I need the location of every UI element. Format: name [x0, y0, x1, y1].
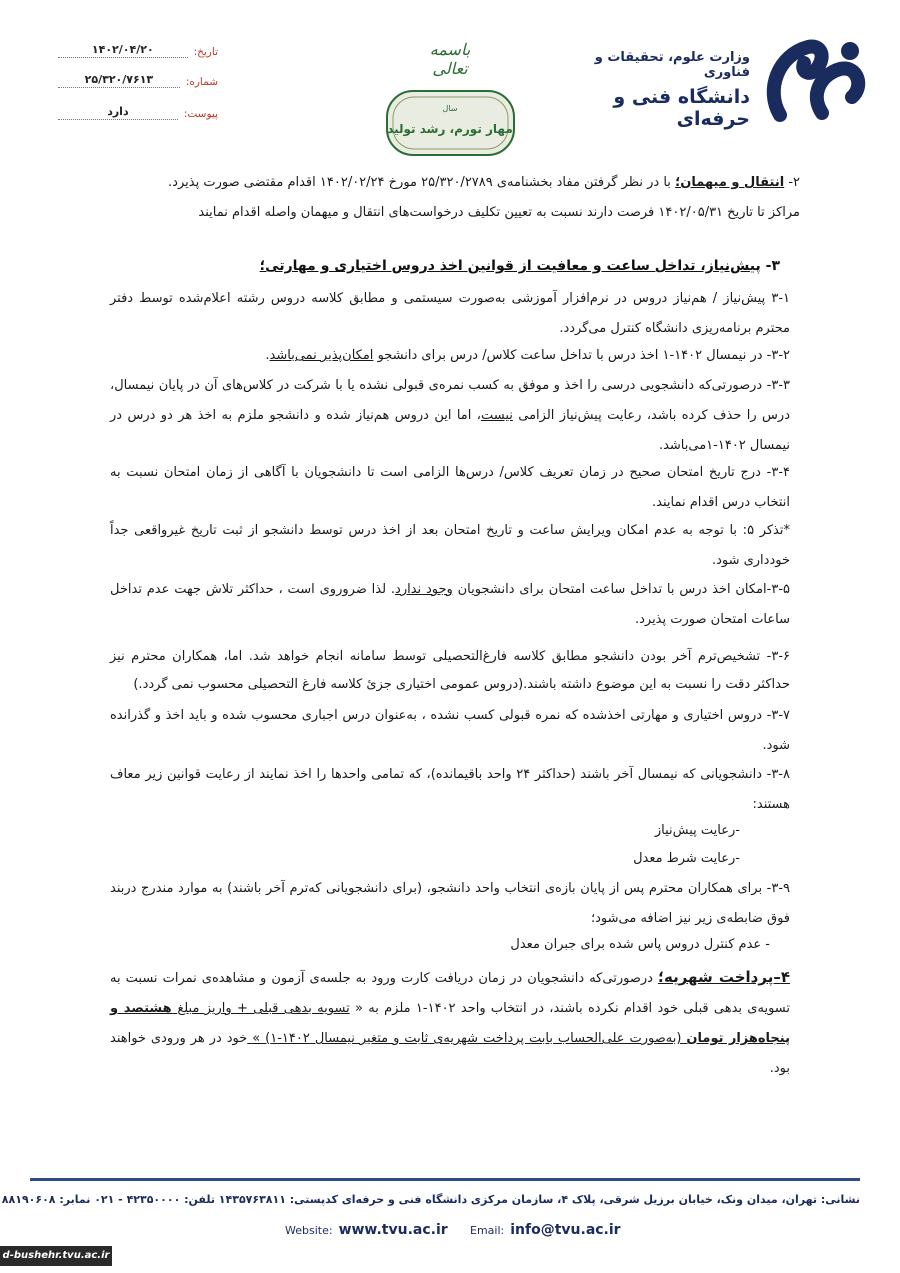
paragraph-3-9: ۳-۹- برای همکاران محترم پس از پایان بازه‌ی انتخاب واحد دانشجو، (برای دانشجویانی که‌ترم آخر باشند) به موارد مندرج دربند فوق ضابطه‌ی زیر نیز اضافه می‌شود؛ [110, 881, 790, 926]
paragraph-text: ، اما این دروس هم‌نیاز شده و دانشجو ملزم به اخذ هر دو درس در نیمسال ۱۴۰۲-۱می‌باشد. [110, 408, 790, 453]
tvu-logo-icon [760, 35, 870, 125]
email-label: Email: [470, 1224, 505, 1237]
paragraph-text: درصورتی‌که دانشجویان در زمان دریافت کارت ورود به جلسه‌ی آزمون و مشاهده‌ی نمرات نسبت به تسویه‌ی بدهی قبلی خود اقدام نکرده باشند، در انتخاب واحد ۱۴۰۲-۱ ملزم به « [110, 971, 790, 1016]
number-value: ۲۵/۳۲۰/۷۶۱۳ [58, 73, 180, 88]
section-number: ۳- [760, 258, 780, 274]
number-label: شماره: [185, 76, 218, 88]
section-heading: انتقال و میهمان؛ [675, 175, 785, 190]
paragraph-text: . لذا ضروروی است ، حداکثر تلاش جهت عدم تداخل ساعات امتحان صورت پذیرد. [110, 582, 790, 627]
emphasis-text: نیست [480, 408, 513, 423]
emphasis-text: وجود ندارد [395, 582, 453, 597]
year-slogan-seal [383, 87, 518, 159]
date-row [58, 38, 218, 58]
attachment-row [58, 100, 218, 120]
paragraph-text: خود در هر ورودی خواهند بود. [110, 1031, 790, 1076]
date-value: ۱۴۰۲/۰۴/۲۰ [58, 43, 188, 58]
attachment-value: دارد [58, 105, 178, 120]
bismillah-calligraphy: باسمه تعالی [429, 40, 471, 78]
ministry-title [580, 50, 750, 130]
ministry-line: وزارت علوم، تحقیقات و فناوری [594, 50, 750, 80]
website-link[interactable]: www.tvu.ac.ir [338, 1222, 448, 1238]
footer-address: نشانی: تهران، میدان ونک، خیابان برزیل شرقی، پلاک ۴، سازمان مرکزی دانشگاه فنی و حرفه‌ای کدپستی: ۱۴۳۵۷۶۳۸۱۱ تلفن: ۴۲۳۵۰۰۰۰ - ۰۲۱ نمابر: ۸۸۱۹۰۶۰۸ [1, 1193, 860, 1206]
paragraph-3-6: ۳-۶- تشخیص‌ترم آخر بودن دانشجو مطابق کلاسه فارغ‌التحصیلی توسط سامانه انجام خواهد شد. اما، همکاران محترم نیز حداکثر دقت را نسبت به این موضوع داشته باشند.(دروس عمومی اختیاری جزئ کلاسه فارغ التحصیلی محسوب نمی گردد.) [110, 649, 790, 692]
emphasis-text: امکان‌پذیر نمی‌باشد [269, 348, 374, 363]
emphasis-text: تسویه بدهی قبلی + واریز مبلغ [177, 1001, 350, 1016]
note-5: *تذکر ۵: با توجه به عدم امکان ویرایش ساعت و تاریخ امتحان بعد از اخذ درس توسط دانشجو از ثبت تاریخ غیرواقعی جداً خودداری شود. [110, 523, 790, 568]
paragraph-4-tuition [110, 962, 790, 1084]
email-link[interactable]: info@tvu.ac.ir [510, 1222, 621, 1238]
paragraph-transfer-guest [110, 168, 800, 228]
site-watermark-badge: d-bushehr.tvu.ac.ir [0, 1246, 112, 1266]
paragraph-3-2 [110, 341, 790, 371]
paragraph-3-8: ۳-۸- دانشجویانی که نیمسال آخر باشند (حداکثر ۲۴ واحد باقیمانده)، که تمامی واحدها را اخذ نمایند از رعایت قوانین زیر معاف هستند: [110, 767, 790, 812]
attachment-label: پیوست: [183, 108, 218, 120]
paragraph-3-7: ۳-۷- دروس اختیاری و مهارتی اخذشده که نمره قبولی کسب نشده ، به‌عنوان درس اجباری محسوب شده و باید اخذ و گذرانده شود. [110, 708, 790, 753]
seal-year-text: سال [442, 104, 458, 113]
amount-text: هشتصد و پنجاه‌هزار تومان [110, 1001, 790, 1046]
section-3-heading [260, 258, 780, 274]
university-name: دانشگاه فنی و حرفه‌ای [613, 86, 750, 130]
section-number: ۲- [784, 175, 800, 190]
footer-email[interactable] [470, 1222, 621, 1238]
paragraph-3-5 [110, 575, 790, 635]
paragraph-3-1: ۳-۱ پیش‌نیاز / هم‌نیاز دروس در نرم‌افزار آموزشی به‌صورت سیستمی و مطابق کلاسه دروس رشته اعلام‌شده توسط دفتر محترم برنامه‌ریزی دانشگاه کنترل می‌گردد. [110, 291, 790, 336]
list-item: -رعایت شرط معدل [633, 851, 740, 866]
paragraph-text: . [265, 348, 270, 363]
emphasis-text: (به‌صورت علی‌الحساب بابت پرداخت شهریه‌ی ثابت و متغیر نیمسال ۱۴۰۲-۱) » [247, 1031, 687, 1046]
seal-slogan-text: مهار تورم، رشد تولید [387, 122, 513, 136]
paragraph-text: ۳-۲- در نیمسال ۱۴۰۲-۱ اخذ درس با تداخل ساعت کلاس/ درس برای دانشجو [373, 348, 790, 363]
list-item: - عدم کنترل دروس پاس شده برای جبران معدل [510, 937, 770, 952]
paragraph-3-4: ۳-۴- درج تاریخ امتحان صحیح در زمان تعریف کلاس/ درس‌ها الزامی است تا دانشجویان با آگاهی از زمان امتحان نسبت به انتخاب درس اقدام نمایند. [110, 465, 790, 510]
number-row [58, 68, 218, 88]
date-label: تاریخ: [193, 46, 218, 58]
section-heading: ۴–پرداخت شهریه؛ [657, 968, 790, 986]
paragraph-text: با در نظر گرفتن مفاد بخشنامه‌ی ۲۵/۳۲۰/۲۷۸۹ مورخ ۱۴۰۲/۰۲/۲۴ اقدام مقتضی صورت پذیرد. [168, 175, 676, 190]
paragraph-3-3 [110, 371, 790, 461]
list-item: -رعایت پیش‌نیاز [654, 823, 740, 838]
section-heading: پیش‌نیاز، تداخل ساعت و معافیت از قوانین اخذ دروس اختیاری و مهارتی؛ [259, 258, 761, 274]
paragraph-text: ۳-۳- درصورتی‌که دانشجویی درسی را اخذ و موفق به کسب نمره‌ی قبولی نشده یا با شرکت در کلاس‌های آن در پایان نیمسال، درس را حذف کرده باشد، رعایت پیش‌نیاز الزامی [110, 378, 790, 423]
website-label: Website: [285, 1224, 333, 1237]
footer-website[interactable] [285, 1222, 448, 1238]
paragraph-text: ۳-۵-امکان اخذ درس با تداخل ساعت امتحان برای دانشجویان [452, 582, 790, 597]
paragraph-text: مراکز تا تاریخ ۱۴۰۲/۰۵/۳۱ فرصت دارند نسبت به تعیین تکلیف درخواست‌های انتقال و میهمان واصله اقدام نمایند [198, 205, 800, 220]
footer-divider [30, 1178, 860, 1181]
